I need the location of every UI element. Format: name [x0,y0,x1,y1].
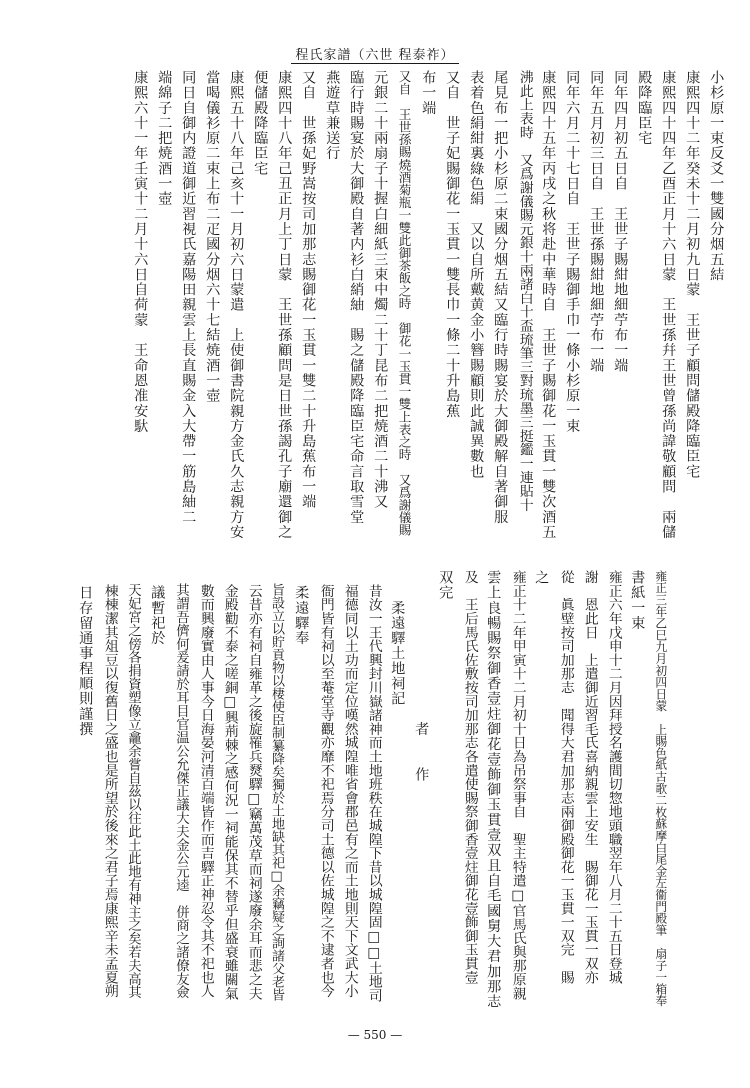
text-column: 端綿子二把焼酒一壺 [156,70,173,207]
text-column: 同年六月二十七日自 王世子賜御手巾一條小杉原一束 [564,70,581,434]
text-column: 又自 王世孫賜燒酒菊瓶一雙此御茶飯之時 御花一玉貫一雙上表之時 又爲謝儀賜 [396,70,412,537]
text-column: 燕遊草兼送行 [324,70,341,161]
text-column: 之 [533,570,550,586]
text-column: 同年四月初五日自 王世子賜紺地細苧布一端 [612,70,629,373]
text-column: 柔遠驛奉 [293,570,310,646]
page-header [0,44,750,63]
text-column: 布一端 [420,70,437,116]
text-column: 謝 恩此日 上遣御近習毛氏喜納親雲上安生 賜御花一玉貫一双亦 [581,570,598,984]
text-column: 云昔亦有祠自雍革之後旋罹兵燹驛□竊萬茂草而祠遂廢余耳而悲之夫 [245,570,262,1000]
text-column: 金殿勸不泰之嗟銅□興荊棘之感何況一祠能保其不替乎但盛衰雖關氣 [221,570,238,1000]
text-column: 同日自御内證道御近習視氏嘉陽田親雲上長直賜金入大帶一筋島紬二 [180,70,197,525]
text-column: 康熙四十二年癸未十二月初九日蒙 王世子顧問儲殿降臨臣宅 [684,70,701,480]
text-column: 康熙五十八年己亥十一月初六日蒙遣 上使御書院親方金氏久志親方安 [228,70,245,540]
text-column: 旨設立以貯貢物以棲使臣制纂降矣獨於土地缺其祀□余竊疑之詢諸父老皆 [269,570,284,1001]
text-column: 及 王后馬氏佐敷按司加那志各遣使賜祭御香壹炷御花壹飾御玉貫壹 [461,570,478,984]
text-column: 雲上良暢賜祭御香壹炷御花壹飾御玉貫壹双且自毛國舅大君加那志 [485,570,502,1010]
text-column: 沸此上表時 又爲謝儀賜元銀十兩諸白十盃琉筆三對琉墨三挺鑑一連貼十 [516,70,533,512]
text-column: 元銀二十兩扇子十握白細紙三束中燭二十丁昆布二把焼酒二十沸又 [372,70,389,510]
text-column: 棟棟潔其俎豆以復舊日之盛也是所望於後來之君子焉康熙辛未孟夏朔 [101,570,118,998]
text-column: 康熙四十四年乙酉正月十六日蒙 王世孫幷王世曾孫尚諱敬顧問 兩儲 [660,70,677,540]
essay-title: 柔遠驛土地祠記 [389,570,406,707]
text-column: 表着色絹紺裏綠色絹 又以自所戴黄金小簪賜顧則此誠異數也 [468,70,485,480]
text-column: 當喝儀衫原二束上布二疋國分烟六十七結焼酒一壺 [204,70,221,404]
text-column: 數而興廢實由人事今日海晏河清百端皆作而吉驛正神忍令其不祀也人 [197,570,214,998]
text-column: 其謂吾儕何爰請於耳目官温公允傑正議大夫金公元逵 併商之諸僚友僉 [173,570,189,999]
text-column: 從 眞壁按司加那志 聞得大君加那志兩御殿御花一玉貫一双完 賜 [557,570,574,984]
text-column: 衙門皆有祠以至菴堂寺觀亦靡不祀焉分司土德以佐城隍之不逮者也今 [317,570,334,998]
text-column: 小杉原一束反爻一雙國分烟五結 [708,70,725,283]
text-column: 昔汝一王代興封川嶽諸神而土地班秩在城隍下昔以城隍固□□土地司 [365,570,382,1003]
page-number: — 550 — [347,1028,403,1042]
text-column: 議暫祀於 [149,570,166,646]
text-column: 便儲殿降臨臣宅 [252,70,269,177]
text-column: 雍正三年乙巳九月初四日蒙 上賜色紙古歌二枚蘇摩白尾金左衞門殿筆 扇子一箱奉 [653,570,668,1007]
page-title: 程氏家譜（六世 程泰祚） [291,48,458,64]
text-column: 又自 世孫妃野嵩按司加那志賜御花一玉貫一雙二十升島蕉布一端 [300,70,317,510]
text-column: 康熙六十一年壬寅十二月十六日自荷蒙 王命恩准安馱 [132,70,149,434]
text-column: 尾見布一把小杉原二束國分烟五結又臨行時賜宴於大御殿解自著御服 [492,70,509,525]
text-column: 日存留通事程順則謹撰 [77,570,94,737]
author-line: 者 作 [413,570,430,783]
text-column: 同年五月初三日自 王世孫賜紺地細苧布一端 [588,70,605,373]
text-column: 又自 世子妃賜御花一玉貫一雙長巾一條二十升島蕉 [444,70,461,419]
text-column: 雍正十二年甲寅十二月初十日為吊祭事自 聖主特遣□官馬氏與那原親 [509,570,526,1000]
text-column: 双完 [437,570,454,601]
text-column: 天妃宮之傍各捐資塑像立龕余嘗自茲以往此土此地有神主之矣若夫高其 [125,570,141,999]
text-column: 康熙四十八年己丑正月上丁日蒙 王世孫顧問是日世孫謁孔子廟還御之 [276,70,293,540]
text-column: 書紙一束 [629,570,646,631]
text-column: 雍正六年戊申十二月因拜授名護間切惣地頭職翌年八月二十五日登城 [605,570,622,984]
text-column: 康熙四十五年丙戌之秋将赴中華時自 王世子賜御花一玉貫一雙次酒五 [540,70,557,540]
text-column: 臨行時賜宴於大御殿自著内衫白綃紬 賜之儲殿降臨臣宅命言取雪堂 [348,70,365,525]
text-column: 殿降臨臣宅 [636,70,653,146]
text-column: 福德同以土功而定位嘆然城隍唯省會郡邑有之而土地則天下文武大小 [341,570,358,998]
